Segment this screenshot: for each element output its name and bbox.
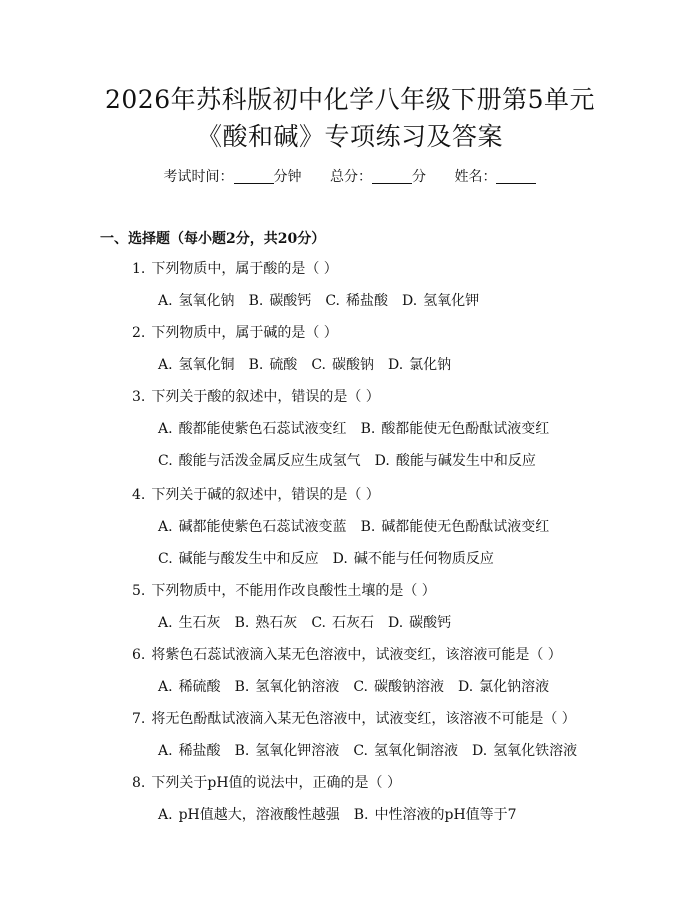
option-text: 氢氧化钾	[423, 293, 480, 309]
option-key: A.	[158, 293, 173, 309]
option-text: 酸能与活泼金属反应生成氢气	[178, 453, 361, 469]
answer-option[interactable]	[158, 676, 221, 698]
question-text: 下列关于碱的叙述中，错误的是（ ）	[151, 487, 380, 503]
option-text: 稀盐酸	[178, 743, 221, 759]
answer-option[interactable]	[333, 548, 494, 570]
option-row	[158, 676, 563, 698]
question-stem	[132, 322, 338, 344]
answer-option[interactable]	[158, 804, 340, 826]
question-number: 3.	[132, 389, 146, 405]
exam-time-field	[164, 166, 302, 188]
question-stem	[132, 580, 436, 602]
question-number: 4.	[132, 487, 146, 503]
question-number: 8.	[132, 775, 146, 791]
answer-option[interactable]	[388, 612, 451, 634]
student-name-field	[454, 166, 536, 188]
answer-option[interactable]	[249, 290, 312, 312]
option-key: D.	[401, 293, 418, 309]
option-key: C.	[353, 679, 368, 695]
answer-option[interactable]	[158, 516, 347, 538]
answer-option[interactable]	[361, 516, 550, 538]
answer-option[interactable]	[311, 354, 374, 376]
question-stem	[132, 708, 576, 730]
option-text: 熟石灰	[255, 615, 298, 631]
question-number: 2.	[132, 325, 146, 341]
question-text: 下列物质中，不能用作改良酸性土壤的是（ ）	[151, 583, 436, 599]
answer-option[interactable]	[353, 740, 458, 762]
option-key: B.	[248, 293, 264, 309]
answer-option[interactable]	[235, 612, 298, 634]
option-text: 氯化钠溶液	[479, 679, 550, 695]
answer-option[interactable]	[472, 740, 577, 762]
option-text: 碱都能使无色酚酞试液变红	[381, 519, 550, 535]
question-text: 下列关于pH值的说法中，正确的是（ ）	[151, 775, 401, 791]
option-row	[158, 548, 508, 570]
option-text: 生石灰	[178, 615, 221, 631]
answer-option[interactable]	[235, 740, 340, 762]
time-label: 考试时间：	[163, 169, 234, 185]
option-row	[158, 740, 591, 762]
option-row	[158, 804, 531, 826]
option-key: C.	[311, 357, 326, 373]
option-text: 碱都能使紫色石蕊试液变蓝	[178, 519, 347, 535]
option-key: D.	[471, 743, 488, 759]
option-key: A.	[158, 421, 173, 437]
question-stem	[132, 644, 562, 666]
name-label: 姓名：	[454, 169, 497, 185]
option-key: B.	[360, 421, 376, 437]
answer-option[interactable]	[235, 676, 340, 698]
question-number: 7.	[132, 711, 146, 727]
option-row	[158, 516, 563, 538]
question-stem	[132, 258, 338, 280]
answer-option[interactable]	[158, 290, 235, 312]
option-text: 碳酸钠溶液	[373, 679, 444, 695]
option-text: 碱不能与任何物质反应	[353, 551, 494, 567]
answer-option[interactable]	[361, 418, 550, 440]
question-text: 下列物质中，属于碱的是（ ）	[151, 325, 338, 341]
answer-option[interactable]	[249, 354, 298, 376]
score-blank[interactable]	[372, 169, 412, 184]
option-key: B.	[248, 357, 264, 373]
answer-option[interactable]	[353, 676, 444, 698]
option-key: A.	[158, 519, 173, 535]
name-blank[interactable]	[496, 169, 536, 184]
option-text: 石灰石	[331, 615, 374, 631]
option-text: 稀盐酸	[345, 293, 388, 309]
option-key: D.	[332, 551, 348, 567]
option-key: C.	[158, 551, 173, 567]
question-stem	[132, 772, 401, 794]
option-text: pH值越大，溶液酸性越强	[178, 807, 340, 823]
option-text: 中性溶液的pH值等于7	[374, 807, 517, 823]
time-unit: 分钟	[273, 169, 302, 185]
option-key: C.	[353, 743, 368, 759]
option-key: A.	[158, 615, 173, 631]
answer-option[interactable]	[158, 612, 221, 634]
option-text: 酸都能使紫色石蕊试液变红	[178, 421, 347, 437]
option-text: 稀硫酸	[178, 679, 221, 695]
answer-option[interactable]	[158, 418, 347, 440]
option-key: A.	[158, 807, 173, 823]
option-text: 氢氧化铜溶液	[373, 743, 458, 759]
answer-option[interactable]	[375, 450, 536, 472]
option-key: B.	[234, 679, 250, 695]
option-row	[158, 418, 563, 440]
option-text: 氢氧化钠溶液	[255, 679, 340, 695]
total-score-field	[330, 166, 426, 188]
option-text: 碳酸钙	[409, 615, 452, 631]
answer-option[interactable]	[158, 354, 235, 376]
answer-option[interactable]	[354, 804, 517, 826]
answer-option[interactable]	[158, 548, 319, 570]
option-text: 氢氧化铜	[178, 357, 235, 373]
exam-meta	[0, 166, 700, 188]
option-text: 碳酸钙	[269, 293, 312, 309]
answer-option[interactable]	[388, 354, 451, 376]
question-stem	[132, 484, 380, 506]
answer-option[interactable]	[325, 290, 388, 312]
answer-option[interactable]	[402, 290, 479, 312]
question-text: 将无色酚酞试液滴入某无色溶液中，试液变红，该溶液不可能是（ ）	[151, 711, 576, 727]
option-key: B.	[360, 519, 376, 535]
option-text: 氢氧化钾溶液	[255, 743, 340, 759]
option-key: C.	[325, 293, 340, 309]
option-key: B.	[353, 807, 369, 823]
answer-option[interactable]	[158, 450, 361, 472]
time-blank[interactable]	[234, 169, 274, 184]
option-key: B.	[234, 743, 250, 759]
option-key: C.	[158, 453, 173, 469]
question-text: 下列物质中，属于酸的是（ ）	[151, 261, 338, 277]
title-line-2: 《酸和碱》专项练习及答案	[196, 122, 503, 151]
score-unit: 分	[412, 169, 426, 185]
answer-option[interactable]	[458, 676, 549, 698]
question-number: 1.	[132, 261, 146, 277]
option-text: 硫酸	[269, 357, 298, 373]
section-heading: 一、选择题（每小题2分，共20分）	[100, 231, 326, 247]
option-text: 酸能与碱发生中和反应	[395, 453, 536, 469]
option-key: D.	[457, 679, 474, 695]
option-key: D.	[374, 453, 390, 469]
option-row	[158, 612, 465, 634]
option-key: C.	[311, 615, 326, 631]
answer-option[interactable]	[311, 612, 374, 634]
question-number: 6.	[132, 647, 146, 663]
score-label: 总分：	[330, 169, 372, 185]
option-key: A.	[158, 743, 173, 759]
answer-option[interactable]	[158, 740, 221, 762]
question-text: 下列关于酸的叙述中，错误的是（ ）	[151, 389, 380, 405]
option-key: A.	[158, 357, 173, 373]
option-key: B.	[234, 615, 250, 631]
option-text: 氯化钠	[409, 357, 452, 373]
option-key: D.	[387, 615, 404, 631]
option-text: 碱能与酸发生中和反应	[178, 551, 319, 567]
option-text: 氢氧化钠	[178, 293, 235, 309]
option-row	[158, 290, 493, 312]
option-text: 酸都能使无色酚酞试液变红	[381, 421, 550, 437]
option-text: 氢氧化铁溶液	[493, 743, 578, 759]
question-stem	[132, 386, 380, 408]
option-text: 碳酸钠	[331, 357, 374, 373]
option-key: A.	[158, 679, 173, 695]
question-text: 将紫色石蕊试液滴入某无色溶液中，试液变红，该溶液可能是（ ）	[151, 647, 562, 663]
option-row	[158, 354, 465, 376]
option-row	[158, 450, 550, 472]
option-key: D.	[387, 357, 404, 373]
question-number: 5.	[132, 583, 146, 599]
title-line-1: 2026年苏科版初中化学八年级下册第5单元	[104, 85, 596, 114]
